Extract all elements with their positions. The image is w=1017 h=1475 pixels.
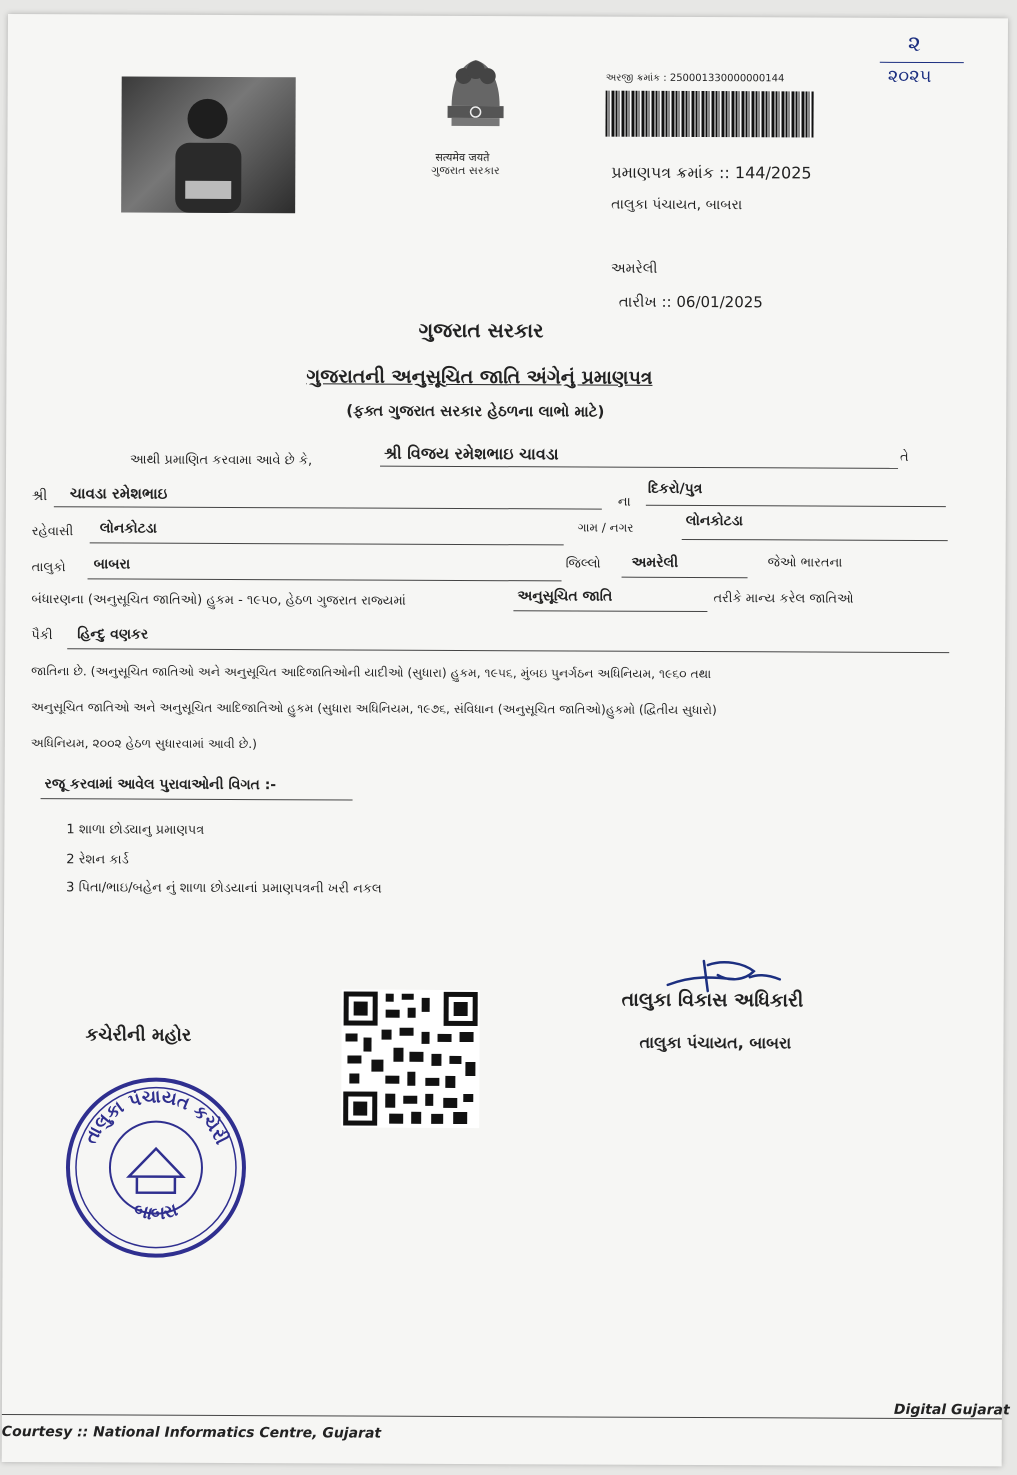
recognized-text: તરીકે માન્ય કરેલ જાતિઓ — [713, 591, 854, 607]
joo-text: જેઓ ભારતના — [767, 555, 843, 571]
emblem-motto: सत्यमेव जयते — [435, 150, 490, 165]
qr-code-icon — [341, 989, 480, 1128]
digital-gujarat-text: Digital Gujarat — [893, 1401, 1010, 1419]
caste-value: હિન્દુ વણકર — [77, 626, 149, 643]
evidence-item-3: 3 પિતા/ભાઇ/બહેન નું શાળા છોડયાનાં પ્રમાણપત્રની ખરી નકલ — [66, 880, 382, 897]
application-number: અરજી ક્રમાંક : 250001330000000144 — [605, 72, 785, 85]
paragraph-line-2: અનુસૂચિત જાતિઓ અને અનુસૂચિત આદિજાતિઓ હુકમ (સુધારા અધિનિયમ, ૧૯૭૬, સંવિધાન (અનુસૂચિત જાતિઓ)હુકમો (દ્વિતીય સુધારો) — [30, 700, 717, 718]
seal-label: કચેરીની મહોર — [85, 1024, 192, 1046]
father-underline — [54, 506, 602, 509]
svg-text:બાબરા — [131, 1199, 180, 1225]
name-underline — [380, 466, 898, 469]
corner-note-number: ૨ — [907, 31, 921, 57]
constitution-text: બંધારણના (અનુસૂચિત જાતિઓ) હુકમ - ૧૯૫૦, હેઠળ ગુજરાત રાજ્યમાં — [31, 592, 406, 609]
courtesy-text: Courtesy :: National Informatics Centre, Gujarat — [1, 1423, 382, 1442]
village-value: લોનકોટડા — [685, 512, 744, 530]
taluka-label: તાલુકો — [31, 560, 66, 576]
corner-note-year: ૨૦૨૫ — [887, 65, 932, 88]
certificate-paper — [2, 14, 1008, 1466]
corner-note-underline — [880, 62, 964, 63]
govt-title: ગુજરાત સરકાર — [418, 317, 544, 343]
te-label: તે — [900, 449, 909, 465]
officer-title: તાલુકા વિકાસ અધિકારી — [621, 988, 804, 1012]
district-underline — [622, 577, 748, 579]
evidence-item-1: 1 શાળા છોડ્યાનુ પ્રમાણપત્ર — [66, 822, 205, 838]
applicant-photo — [121, 76, 296, 213]
relation: દિકરો/પુત્ર — [647, 480, 703, 498]
certificate-number: પ્રમાણપત્ર ક્રમાંક :: 144/2025 — [611, 162, 812, 183]
district-value: અમરેલી — [631, 554, 679, 571]
category-underline — [513, 610, 707, 612]
resident-value: લોનકોટડા — [99, 520, 157, 537]
certify-lead: આથી પ્રમાણિત કરવામા આવે છે કે, — [130, 452, 313, 469]
resident-underline — [90, 542, 564, 545]
district-label: જિલ્લો — [565, 556, 601, 572]
shri-label: શ્રી — [31, 488, 48, 505]
seal-top-text: તાલુકા પંચાયત કચેરી — [80, 1086, 232, 1148]
emblem-text: ગુજરાત સરકાર — [431, 163, 500, 178]
evidence-heading-underline — [41, 798, 353, 800]
relation-underline — [646, 505, 946, 507]
evidence-heading: રજૂ કરવામાં આવેલ પુરાવાઓની વિગત :- — [44, 776, 277, 794]
village-label: ગામ / નગર — [577, 520, 634, 535]
national-emblem-icon — [427, 50, 523, 150]
paragraph-line-1: જાતિના છે. (અનુસૂચિત જાતિઓ અને અનુસૂચિત આદિજાતિઓની યાદીઓ (સુધારા) હુકમ, ૧૯૫૬, મુંબઇ પુનર્ગઠન અધિનિયમ, ૧૯૬૦ તથા — [31, 664, 712, 682]
taluka-value: બાબરા — [93, 556, 131, 573]
paiki-label: પૈકી — [31, 628, 53, 644]
office-seal-icon — [63, 1074, 250, 1261]
caste-underline — [67, 648, 949, 653]
issue-date: તારીખ :: 06/01/2025 — [618, 292, 763, 312]
certificate-note: (ફક્ત ગુજરાત સરકાર હેઠળના લાભો માટે) — [346, 401, 605, 421]
paragraph-line-3: અધિનિયમ, ૨૦૦૨ હેઠળ સુધારવામાં આવી છે.) — [30, 736, 257, 752]
issuer-office: તાલુકા પંચાયત, બાબરા — [611, 196, 743, 214]
barcode — [605, 91, 813, 138]
village-underline — [682, 539, 948, 541]
na-label: ના — [617, 494, 631, 510]
resident-label: રહેવાસી — [31, 524, 74, 540]
issuer-district: અમરેલી — [610, 260, 658, 277]
father-name: ચાવડા રમેશભાઇ — [69, 484, 168, 503]
evidence-item-2: 2 રેશન કાર્ડ — [66, 852, 129, 868]
seal-bottom-text: બાબરા — [131, 1199, 181, 1225]
footer-rule — [2, 1414, 1002, 1419]
category-value: અનુસૂચિત જાતિ — [517, 588, 613, 605]
officer-office: તાલુકા પંચાયત, બાબરા — [639, 1032, 792, 1053]
taluka-underline — [88, 578, 562, 581]
applicant-name: શ્રી વિજય રમેશભાઇ ચાવડા — [384, 443, 559, 464]
certificate-title: ગુજરાતની અનુસૂચિત જાતિ અંગેનું પ્રમાણપત્ર — [306, 365, 653, 389]
